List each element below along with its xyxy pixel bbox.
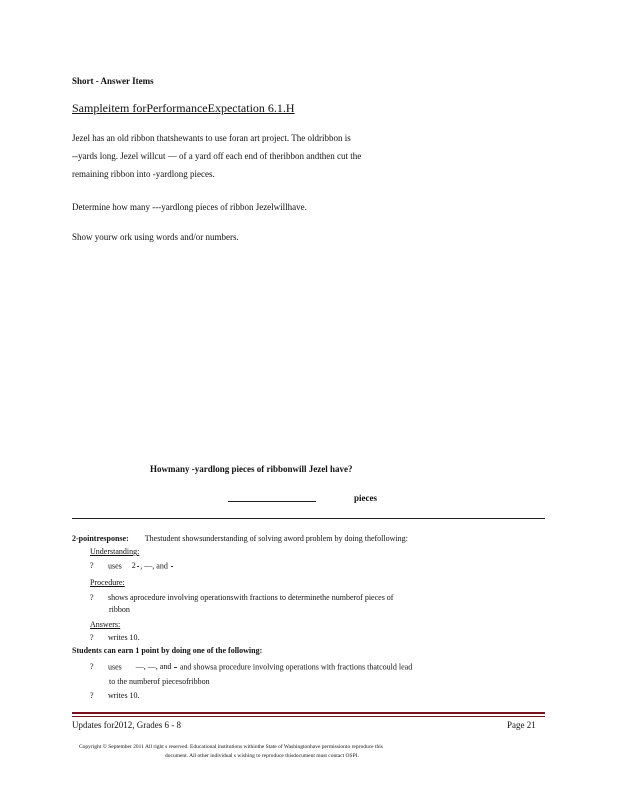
procedure-line-1: shows aprocedure involving operationswith fractions to determinethe numberof pieces of xyxy=(108,593,394,602)
determine-instruction: Determine how many ---yardlong pieces of ribbon Jezelwillhave. xyxy=(72,202,307,212)
one-point-answer-text: writes 10. xyxy=(108,691,140,700)
one-point-uses: uses xyxy=(108,662,122,672)
fraction-mark xyxy=(174,662,177,673)
two-point-response xyxy=(72,534,408,543)
understanding-item-prefix: uses xyxy=(108,561,122,571)
understanding-whole: 2 xyxy=(131,561,136,571)
two-point-label: 2-pointresponse: xyxy=(72,534,129,543)
one-point-fractions: —, —, and xyxy=(135,662,172,672)
two-point-text: Thestudent showsunderstanding of solving aword problem by doing thefollowing: xyxy=(144,534,408,543)
one-point-item xyxy=(90,662,412,673)
one-point-answer xyxy=(90,691,140,700)
answers-item xyxy=(90,633,140,642)
answer-unit: pieces xyxy=(354,493,377,503)
prompt-line-1: Jezel has an old ribbon thatshewants to use foran art project. The oldribbon is xyxy=(72,133,351,143)
copyright-line-2: document. All other individual s wishing to reproduce thisdocument must contact OSPI. xyxy=(165,753,359,759)
understanding-label: Understanding: xyxy=(90,547,140,556)
answers-label: Answers: xyxy=(90,620,121,629)
section-heading: Short - Answer Items xyxy=(72,76,154,86)
copyright-line-1: Copyright © September 2011 All right s reserved. Educational institutions withinthe State of Washingtonhave permissionto reproduce this xyxy=(79,744,383,750)
procedure-item xyxy=(90,593,393,602)
procedure-label: Procedure: xyxy=(90,578,125,587)
procedure-line-2: ribbon xyxy=(109,605,130,614)
answer-question: Howmany -yardlong pieces of ribbonwill Jezel have? xyxy=(150,464,353,474)
understanding-item xyxy=(90,561,174,572)
answer-blank-line xyxy=(228,501,316,502)
prompt-line-2: --yards long. Jezel willcut — of a yard off each end of theribbon andthen cut the xyxy=(72,151,362,161)
one-point-procedure: and showsa procedure involving operations with fractions thatcould lead xyxy=(179,662,413,672)
page-number: Page 21 xyxy=(507,720,536,730)
bullet-marker: ? xyxy=(90,561,94,571)
footer-rule-thin xyxy=(72,716,545,717)
bullet-marker: ? xyxy=(90,662,94,672)
one-point-line-2: to the numberof piecesofribbon xyxy=(109,677,210,686)
answers-text: writes 10. xyxy=(108,633,140,642)
fraction-mark xyxy=(137,561,140,572)
fraction-mark xyxy=(171,561,174,572)
one-point-label: Students can earn 1 point by doing one of the following: xyxy=(72,646,263,655)
sample-item-title: Sampleitem forPerformanceExpectation 6.1.H xyxy=(72,101,295,115)
section-divider xyxy=(72,518,545,519)
prompt-line-3: remaining ribbon into -yardlong pieces. xyxy=(72,169,215,179)
footer-rule xyxy=(72,712,545,714)
show-work-instruction: Show yourw ork using words and/or numbers. xyxy=(72,232,239,242)
footer-left: Updates for2012, Grades 6 - 8 xyxy=(72,720,181,730)
bullet-marker: ? xyxy=(90,691,94,700)
bullet-marker: ? xyxy=(90,633,94,642)
understanding-sep: , —, and xyxy=(140,561,168,571)
bullet-marker: ? xyxy=(90,593,94,602)
